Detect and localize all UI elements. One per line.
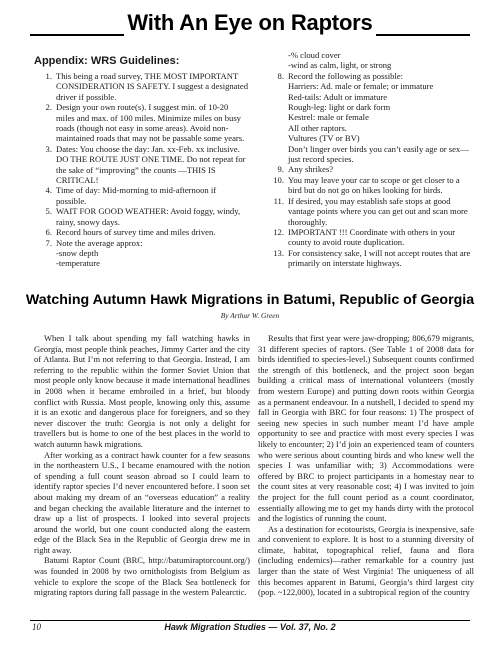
guideline-item xyxy=(34,185,248,206)
guideline-text: For consistency sake, I will not accept routes that are primarily on interstate highways. xyxy=(288,247,471,269)
guideline-detail: Vultures (TV or BV) xyxy=(288,133,360,144)
guideline-item xyxy=(266,175,474,196)
article-paragraph: Batumi Raptor Count (BRC, http://batumiraptorcount.org/) was founded in 2008 by two ornithologists from Belgium as vehicle to explore the scope of the Black Sea bottleneck for migrating raptors during fall passage in the western Palearctic. xyxy=(34,555,250,598)
guideline-detail: Red-tails: Adult or immature xyxy=(288,91,388,102)
guideline-number: 13. xyxy=(273,247,284,258)
article-paragraph: After working as a contract hawk counter for a few seasons in the northeastern U.S., I became enamoured with the notion of spending a full count season abroad so I could learn to identify raptor species I’d never encountered before. I soon set about making my dream of an “overseas education” a reality and began checking the available literature and the internet to draw up a list of prospects. I looked into several projects around the world, but one count conducted along the eastern edge of the Black Sea in the Republic of Georgia drew me in right away. xyxy=(34,449,250,555)
appendix-left-column xyxy=(34,71,248,269)
guideline-detail: All other raptors. xyxy=(288,122,347,133)
section-banner xyxy=(30,8,470,46)
guideline-text: Note the average approx: xyxy=(56,237,143,248)
guideline-detail: Don’t linger over birds you can’t easily age or sex—just record species. xyxy=(288,143,469,165)
guideline-item xyxy=(34,238,248,248)
appendix-guidelines xyxy=(34,50,474,288)
guideline-subitem: -wind as calm, light, or strong xyxy=(288,60,392,71)
guideline-text: This being a road survey, THE MOST IMPORTANT CONSIDERATION IS SAFETY. I suggest a designated driver if possible. xyxy=(56,71,248,102)
guideline-item xyxy=(266,227,474,248)
guideline-text: Record hours of survey time and miles driven. xyxy=(56,227,216,238)
article-paragraph: As a destination for ecotourists, Georgia is inexpensive, safe and convenient to explore. It is host to a stunning diversity of climate, habitat, topographical relief, fauna and flora (including endemics)—rather remarkable for a country just larger than the state of West Virginia! The uniqueness of all this becomes apparent in Batumi, Georgia’s third largest city (pop. ~122,000), located in a subtropical region of the country xyxy=(258,523,474,598)
article-paragraph: Results that first year were jaw-dropping; 806,679 migrants, 31 different species of raptors. (See Table 1 of 2008 data for birds identified to species-level.) Subsequent counts confirmed the strength of this bottleneck, and the project soon began building a critical mass of international volunteers (mostly from western Europe) and putting down roots within Georgia as a permanent endeavour. In a nutshell, I decided to spend my fall in Georgia with BRC for four reasons: 1) The prospect of seeing new species in such number meant I’d have ample opportunity to see and practice with most every species I was likely to encounter; 2) I’d join an experienced team of counters who were serious about counting birds and who knew well the species I was unfamiliar with; 3) Accommodations were offered by BRC to project participants in a homestay near to the count sites at very reasonable cost; 4) I was invited to join the project for the full count period as a count coordinator, essentially allowing me to get my hands dirty with the protocol and the logistics of running the count. xyxy=(258,333,474,524)
guideline-item xyxy=(34,144,248,186)
guideline-text: Any shrikes? xyxy=(288,164,334,175)
article-byline: By Arthur W. Green xyxy=(220,311,280,320)
page-footer xyxy=(30,620,470,635)
guideline-item xyxy=(266,196,474,227)
guideline-number: 8. xyxy=(277,70,284,81)
guideline-number: 7. xyxy=(45,237,52,248)
page-number: 10 xyxy=(32,622,41,632)
guideline-number: 11. xyxy=(273,195,284,206)
guideline-item xyxy=(266,164,474,174)
guideline-item xyxy=(266,248,474,269)
article-column-right xyxy=(258,333,474,598)
guideline-text: IMPORTANT !!! Coordinate with others in your county to avoid route duplication. xyxy=(288,226,456,248)
journal-name: Hawk Migration Studies — Vol. 37, No. 2 xyxy=(164,622,336,632)
guideline-number: 9. xyxy=(277,164,284,175)
guideline-text: Design your own route(s). I suggest min. of 10-20 miles and max. of 100 miles. Minimize miles on busy roads (though not easy in some areas). Avoid non-maintained roads that may not be passable some years. xyxy=(56,102,245,144)
guideline-text: You may leave your car to scope or get closer to a bird but do not go on hikes looking for birds. xyxy=(288,174,460,196)
guideline-text: WAIT FOR GOOD WEATHER: Avoid foggy, windy, rainy, snowy days. xyxy=(56,206,241,227)
guideline-number: 5. xyxy=(45,206,52,217)
guideline-number: 6. xyxy=(45,227,52,238)
guideline-number: 12. xyxy=(273,226,284,237)
guideline-detail: Kestrel: male or female xyxy=(288,112,369,123)
guideline-number: 10. xyxy=(273,174,284,185)
guideline-detail: Harriers: Ad. male or female; or immature xyxy=(288,81,434,92)
article-title: Watching Autumn Hawk Migrations in Batumi, Republic of Georgia xyxy=(25,292,475,308)
guideline-number: 4. xyxy=(45,185,52,196)
guideline-subitem: -temperature xyxy=(56,258,100,269)
guideline-detail: Rough-leg: light or dark form xyxy=(288,102,391,113)
guideline-subitem: -snow depth xyxy=(56,247,99,258)
guideline-number: 1. xyxy=(45,71,52,81)
guideline-item xyxy=(34,71,248,102)
guideline-text: Time of day: Mid-morning to mid-afternoon if possible. xyxy=(56,185,217,206)
guideline-item xyxy=(266,71,474,81)
guideline-number: 3. xyxy=(45,143,52,154)
guideline-item xyxy=(34,206,248,227)
guideline-text: Record the following as possible: xyxy=(288,70,404,81)
appendix-right-column xyxy=(266,50,474,269)
guideline-text: Dates: You choose the day: Jan. xx-Feb. xx inclusive. DO THE ROUTE JUST ONE TIME. Do not repeat for the sake of “improving” the counts —THIS IS CRITICAL! xyxy=(56,143,246,186)
article-paragraph: When I talk about spending my fall watching hawks in Georgia, most people think peaches, Jimmy Carter and the city of Atlanta. But I’m not referring to that Georgia. Instead, I am referring to the republic within the former Soviet Union that most people only know because it made international headlines in 2008 when it became embroiled in a brief, but bloody conflict with Russia. Most people, knowing only this, assume it is an exotic and dangerous place for foreigners, and so they never discover the truth: Georgia is not only a delight for travellers but is home to one of the best places in the world to watch autumn hawk migrations. xyxy=(34,333,250,449)
guideline-item xyxy=(34,227,248,237)
guideline-item xyxy=(34,102,248,144)
guideline-number: 2. xyxy=(45,102,52,113)
appendix-heading: Appendix: WRS Guidelines: xyxy=(34,55,180,67)
banner-title: With An Eye on Raptors xyxy=(124,8,375,38)
article-column-left xyxy=(34,333,250,598)
guideline-subitem: -% cloud cover xyxy=(288,50,341,60)
guideline-text: If desired, you may establish safe stops at good vantage points where you can get out and scan more thoroughly. xyxy=(288,195,468,227)
